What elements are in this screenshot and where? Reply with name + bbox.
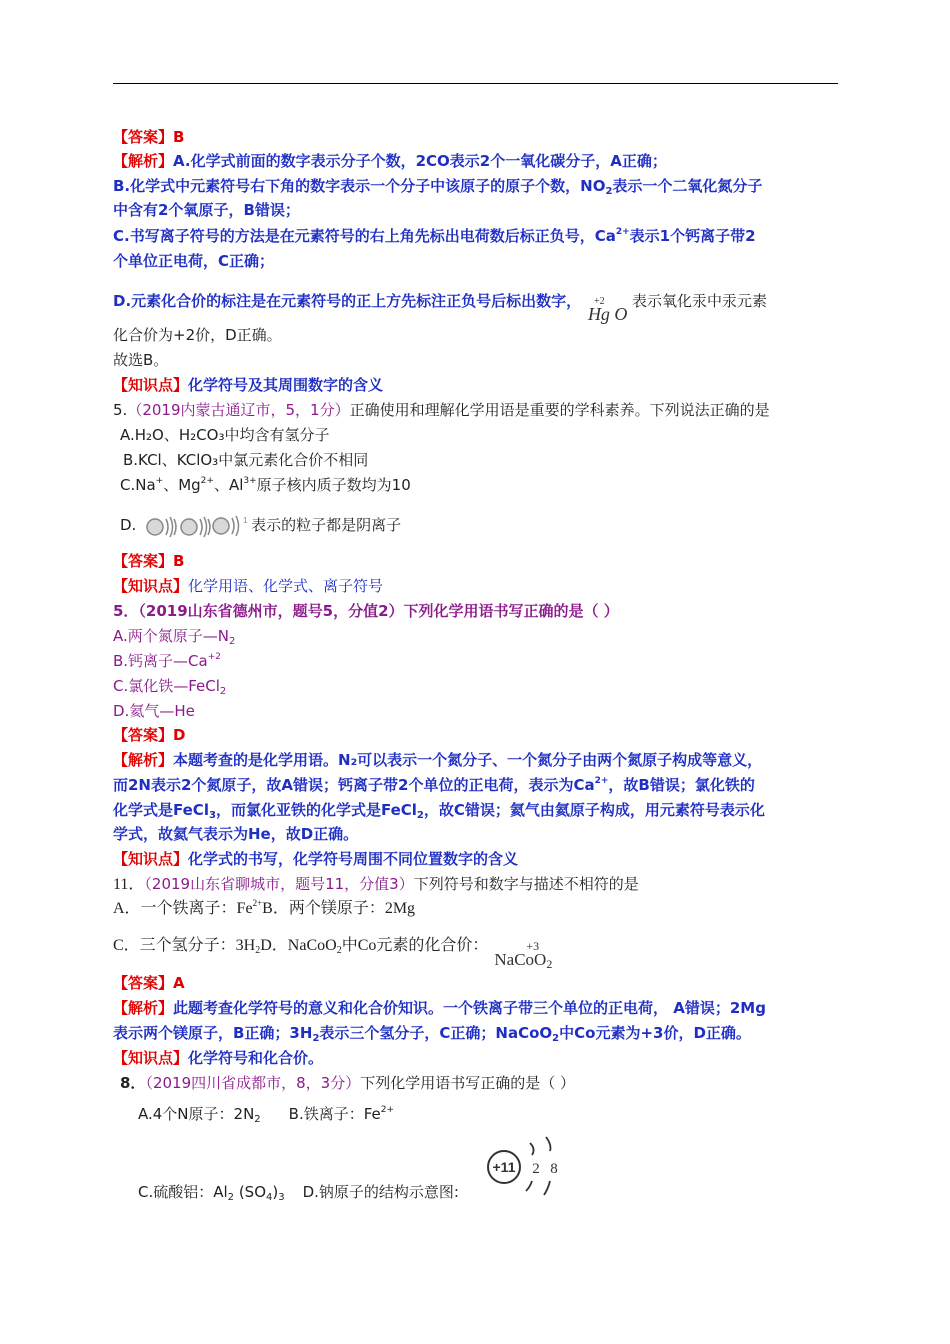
analysis-line-6 <box>113 284 767 324</box>
shell-1-count: 2 <box>532 1161 540 1177</box>
answer-value: B <box>173 128 185 146</box>
text: D. <box>120 516 137 534</box>
analysis-dezhou-2 <box>113 775 755 795</box>
analysis-line-2 <box>113 176 762 196</box>
text: 、Mg <box>163 476 201 494</box>
header-rule <box>113 83 838 84</box>
analysis-q11-1 <box>113 998 766 1018</box>
text: 原子核内质子数均为10 <box>256 476 411 494</box>
text: ，故C错误；氦气由氦原子构成，用元素符号表示化 <box>423 801 765 819</box>
formula-label <box>494 942 552 978</box>
shell-arc <box>530 1143 534 1155</box>
q11-options-ab <box>113 899 415 919</box>
question-text: 下列化学用语书写正确的是（ ） <box>360 1074 575 1092</box>
valence-label: +2 <box>593 295 605 307</box>
text: B.钙离子—Ca <box>113 652 208 670</box>
question-11-stem <box>113 874 639 895</box>
subscript: 2 <box>336 945 342 956</box>
analysis-text: A.化学式前面的数字表示分子个数，2CO表示2个一氧化碳分子，A正确； <box>173 152 667 170</box>
text: 化学式是FeCl <box>113 801 209 819</box>
subscript: 2 <box>312 1033 320 1044</box>
answer-line-4 <box>113 973 185 993</box>
valence-label: +3 <box>526 939 540 954</box>
text: ，而氯化亚铁的化学式是FeCl <box>215 801 417 819</box>
knowledge-line-1 <box>113 375 383 395</box>
superscript: +2 <box>207 652 222 662</box>
text: ，故B错误；氯化铁的 <box>608 776 755 794</box>
question-dezhou-stem: 5．（2019山东省德州市，题号5，分值2）下列化学用语书写正确的是（ ） <box>113 602 619 620</box>
analysis-dezhou-4: 学式，故氦气表示为He，故D正确。 <box>113 825 359 843</box>
text: A.两个氮原子—N <box>113 627 229 645</box>
subscript: 2 <box>254 1114 261 1125</box>
subscript: 2 <box>546 957 553 972</box>
option-c <box>120 475 411 495</box>
text: ) <box>272 1183 279 1201</box>
subscript: 2 <box>552 1033 560 1044</box>
answer-tag: 【答案】 <box>113 974 174 992</box>
text: B．两个镁原子：2Mg <box>262 900 416 917</box>
answer-tag: 【答案】 <box>113 552 174 570</box>
text: 、Al <box>213 476 244 494</box>
shell-arc <box>544 1181 550 1195</box>
answer-tag: 【答案】 <box>113 128 174 146</box>
superscript: 2+ <box>380 1105 395 1115</box>
shell-arc <box>526 1181 532 1191</box>
text: 表示三个氢分子，C正确；NaCoO <box>319 1024 553 1042</box>
knowledge-tag: 【知识点】 <box>113 376 189 394</box>
option-b: B.KCl、KClO₃中氯元素化合价不相同 <box>123 451 369 469</box>
knowledge-tag: 【知识点】 <box>113 850 189 868</box>
analysis-tag: 【解析】 <box>113 152 174 170</box>
subscript: 2 <box>605 186 613 197</box>
question-8-stem <box>120 1073 575 1093</box>
question-number: 5. <box>113 401 128 419</box>
option-a: A.H₂O、H₂CO₃中均含有氢分子 <box>120 426 330 444</box>
text: (SO <box>234 1183 266 1201</box>
answer-tag: 【答案】 <box>113 726 174 744</box>
knowledge-line-2 <box>113 576 383 596</box>
text: C.氯化铁—FeCl <box>113 677 220 695</box>
question-source: （2019山东省聊城市，题号11，分值3） <box>144 875 414 893</box>
superscript: 3+ <box>243 476 257 486</box>
superscript: 2+ <box>252 898 263 908</box>
text: D.元素化合价的标注是在元素符号的正上方先标注正负号后标出数字， <box>113 292 582 310</box>
subscript: 4 <box>266 1192 273 1203</box>
subscript: 2 <box>229 636 236 647</box>
mercury-oxide-valence-figure <box>586 285 632 324</box>
analysis-dezhou-3 <box>113 800 765 820</box>
question-source: （2019内蒙古通辽市，5，1分） <box>127 401 350 419</box>
answer-line-2 <box>113 551 184 571</box>
question-number: 11． <box>113 876 145 893</box>
text: 表示氧化汞中汞元素 <box>631 292 767 310</box>
text: A.4个N原子：2N <box>138 1105 255 1123</box>
text: 而2N表示2个氮原子，故A错误；钙离子带2个单位的正电荷，表示为Ca <box>113 776 595 794</box>
knowledge-text: 化学符号和化合价。 <box>188 1049 324 1067</box>
text: D．NaCoO <box>260 937 337 954</box>
subscript: 2 <box>219 686 227 697</box>
analysis-line-7: 化合价为+2价，D正确。 <box>113 326 282 344</box>
q8-options-cd <box>138 1182 459 1202</box>
answer-value: D <box>173 726 186 744</box>
text: 表示一个二氧化氮分子 <box>612 177 763 195</box>
analysis-line-1 <box>113 151 667 171</box>
text: 表示两个镁原子，B正确；3H <box>113 1024 313 1042</box>
text: C．三个氢分子：3H <box>113 937 256 954</box>
text: 表示的粒子都是阴离子 <box>251 516 402 534</box>
knowledge-tag: 【知识点】 <box>113 1049 189 1067</box>
formula-label: Hg O <box>587 303 628 324</box>
analysis-tag: 【解析】 <box>113 999 174 1017</box>
question-source: （2019四川省成都市，8，3分） <box>145 1074 361 1092</box>
subscript: 2 <box>227 1192 235 1203</box>
ion-diagram-1 <box>147 517 176 537</box>
analysis-tag: 【解析】 <box>113 751 174 769</box>
ion-diagram-2 <box>181 517 210 537</box>
text: A．一个铁离子：Fe <box>113 900 253 917</box>
subscript: 2 <box>255 945 261 956</box>
dezhou-option-c <box>113 676 226 696</box>
subscript: 3 <box>208 810 216 821</box>
superscript: 2+ <box>200 476 214 486</box>
ion-diagram-3 <box>213 516 239 536</box>
answer-value: A <box>173 974 185 992</box>
text: 表示1个钙离子带2 <box>629 227 756 245</box>
superscript: 2+ <box>594 776 609 786</box>
question-text: 正确使用和理解化学用语是重要的学科素养。下列说法正确的是 <box>349 401 770 419</box>
knowledge-line-3 <box>113 849 518 869</box>
dezhou-option-d: D.氦气—He <box>113 702 195 720</box>
ion-charge-label: 1 <box>243 515 248 525</box>
subscript: 3 <box>278 1192 285 1203</box>
superscript: 2+ <box>615 227 630 237</box>
nucleus-label: +11 <box>492 1159 516 1175</box>
knowledge-tag: 【知识点】 <box>113 577 189 595</box>
question-number: 8． <box>120 1074 146 1092</box>
shell-arc <box>546 1137 551 1151</box>
answer-line-1 <box>113 127 184 147</box>
text: C.硫酸铝：Al <box>138 1183 228 1201</box>
q8-options-ab <box>138 1104 394 1124</box>
superscript: + <box>155 476 164 486</box>
knowledge-text: 化学符号及其周围数字的含义 <box>188 376 384 394</box>
question-text: 下列符号和数字与描述不相符的是 <box>413 875 639 893</box>
knowledge-text: 化学式的书写，化学符号周围不同位置数字的含义 <box>188 850 519 868</box>
dezhou-option-a <box>113 626 235 646</box>
shell-2-count: 8 <box>550 1161 558 1177</box>
knowledge-text: 化学用语、化学式、离子符号 <box>188 577 384 595</box>
question-5-stem <box>113 400 770 420</box>
subscript: 2 <box>416 810 424 821</box>
text: C.Na <box>120 476 156 494</box>
q11-options-cd <box>113 928 572 972</box>
ion-structure-diagrams <box>141 511 251 541</box>
analysis-q11-2 <box>113 1023 751 1043</box>
analysis-text: 本题考查的是化学用语。N₂可以表示一个氮分子、一个氮分子由两个氮原子构成等意义， <box>173 751 763 769</box>
text: 中Co元素的化合价： <box>341 937 489 954</box>
option-d <box>120 508 401 542</box>
analysis-line-4 <box>113 226 756 246</box>
text: B.铁离子：Fe <box>288 1105 381 1123</box>
answer-line-3 <box>113 725 185 745</box>
formula-text: NaCoO <box>494 950 547 970</box>
sodium-atom-structure-diagram <box>484 1135 564 1199</box>
naco-valence-figure <box>492 928 572 972</box>
text: D.钠原子的结构示意图: <box>302 1183 459 1201</box>
text: B.化学式中元素符号右下角的数字表示一个分子中该原子的原子个数，NO <box>113 177 606 195</box>
knowledge-line-4 <box>113 1048 323 1068</box>
dezhou-option-b <box>113 651 221 671</box>
answer-value: B <box>173 552 185 570</box>
analysis-line-5: 个单位正电荷，C正确； <box>113 252 275 270</box>
analysis-dezhou-1 <box>113 750 762 770</box>
analysis-line-3: 中含有2个氧原子，B错误； <box>113 201 300 219</box>
text: C.书写离子符号的方法是在元素符号的右上角先标出电荷数后标正负号，Ca <box>113 227 616 245</box>
analysis-text: 此题考查化学符号的意义和化合价知识。一个铁离子带三个单位的正电荷， A错误；2Mg <box>173 999 766 1017</box>
conclusion-line: 故选B。 <box>113 351 169 369</box>
text: 中Co元素为+3价，D正确。 <box>559 1024 751 1042</box>
